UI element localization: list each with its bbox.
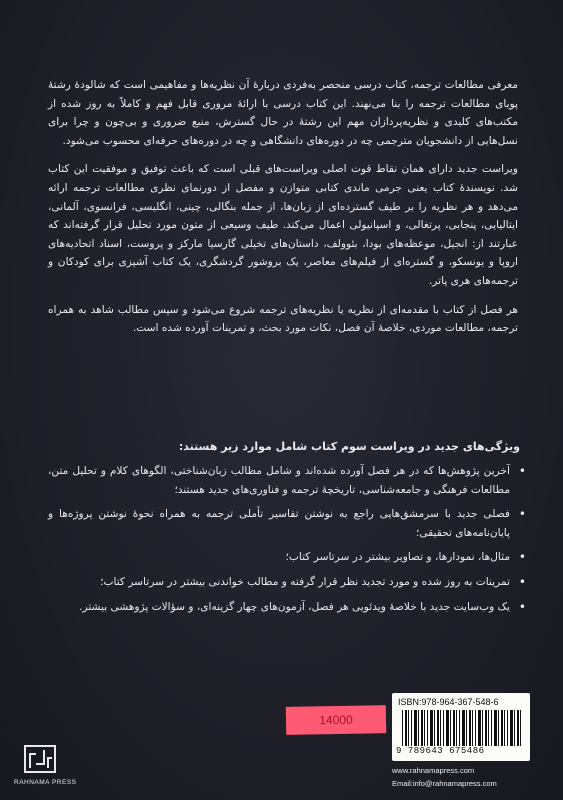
feature-item: • آخرین پژوهش‌ها که در هر فصل آورده شده‌اند و شامل مطالب زبان‌شناختی، الگوهای کلام و تحلیل متن، مطالعات فرهنگی و جامعه‌شناسی، تاریخچهٔ ترجمه و فناوری‌های جدید هستند؛ [48,462,528,499]
publisher-email[interactable]: Email:info@rahnamapress.com [392,779,497,788]
price-sticker: 14000 [286,705,386,735]
feature-item: • تمرینات به روز شده و مورد تجدید نظر قرار گرفته و مطالب خواندنی بیشتر در سرتاسر کتاب؛ [48,573,528,592]
intro-paragraph: ویراست جدید دارای همان نقاط قوت اصلی ویراست‌های قبلی است که باعث توفیق و موفقیت این کتاب شد. نویسندهٔ کتاب یعنی جرمی ماندی کتابی متوازن و مفصل از دورنمای نظری مطالعات ترجمه ارائه می‌دهد و هر نظریه را بر طیف گسترده‌ای از زبان‌ها، از جمله بنگالی، چینی، انگلیسی، فرانسوی، آلمانی، ایتالیایی، پنجابی، پرتغالی، و اسپانیولی اعمال می‌کند. طیف وسیعی از متون مورد تحلیل قرار گرفته‌اند که عبارتند از: انجیل، موعظه‌های بودا، بئوولف، داستان‌های تخیلی گارسیا مارکز و پروست، اسناد اتحادیه‌های اروپا و یونسکو، و گستره‌ای از فیلم‌های معاصر، یک بروشور گردشگری، یک کتاب آشپزی برای کودکان و ترجمه‌های هری پاتر. [48,163,518,287]
publisher-name: RAHNAMA PRESS [14,779,77,786]
features-list [48,462,528,622]
isbn-text: ISBN:978-964-367-548-6 [398,697,499,707]
features-heading: ویژگی‌های جدید در ویراست سوم کتاب شامل موارد زیر هستند: [178,440,520,453]
intro-paragraph: معرفی مطالعات ترجمه، کتاب درسی منحصر به‌فردی دربارهٔ آن نظریه‌ها و مفاهیمی است که شالودهٔ رشتهٔ پویای مطالعات ترجمه را بنا می‌نهند. این کتاب درسی با ارائهٔ مروری قابل فهم و کاملاً به روز شده از مکتب‌های کلیدی و نظریه‌پردازان مهم این رشتهٔ در حال گسترش، منبع ضروری و بی‌چون و چرا برای نسل‌هایی از دانشجویان مترجمی چه در دوره‌های دانشگاهی و چه در دوره‌های حرفه‌ای محسوب می‌شود. [48,79,518,147]
intro-paragraph: هر فصل از کتاب با مقدمه‌ای از نظریه یا نظریه‌های ترجمه شروع می‌شود و سپس مطالب شاهد به همراه ترجمه، مطالعات موردی، خلاصهٔ آن فصل، نکات مورد بحث، و تمرینات آورده شده است. [48,303,518,335]
publisher-website[interactable]: www.rahnamapress.com [392,766,475,775]
feature-item: • یک وب‌سایت جدید با خلاصهٔ ویدئویی هر فصل، آزمون‌های چهار گزینه‌ای، و سؤالات پژوهشی بیشتر. [48,598,528,617]
barcode-bars [402,710,522,746]
barcode [392,693,530,761]
feature-item: • مثال‌ها، نمودارها، و تصاویر بیشتر در سرتاسر کتاب؛ [48,548,528,567]
intro-text [48,76,518,348]
feature-item: • فصلی جدید با سرمشق‌هایی راجع به نوشتن تفاسیر تأملی ترجمه به همراه نحوهٔ نوشتن پروژه‌ها و پایان‌نامه‌های تحقیقی؛ [48,505,528,542]
barcode-number: 9 789643 675486 [396,746,485,756]
publisher-logo-icon [22,740,58,776]
